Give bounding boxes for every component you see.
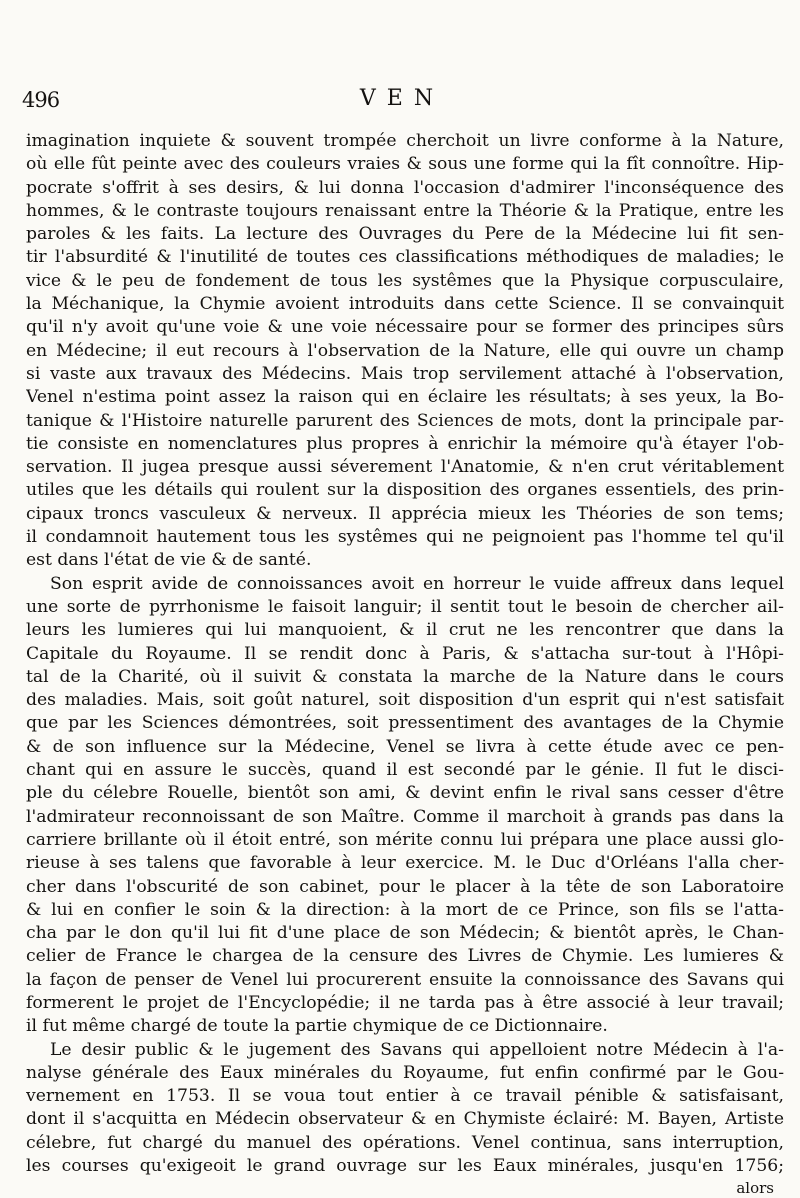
text-line: imagination inquiete & souvent trompée cherchoit un livre conforme à la Nature, (26, 131, 784, 151)
text-line: que par les Sciences démontrées, soit pressentiment des avantages de la Chymie (26, 713, 784, 734)
text-line: paroles & les faits. La lecture des Ouvrages du Pere de la Médecine lui fit sen- (26, 224, 784, 245)
text-line: une sorte de pyrrhonisme le faisoit languir; il sentit tout le besoin de chercher ail- (26, 596, 784, 617)
text-line: qu'il n'y avoit qu'une voie & une voie nécessaire pour se former des principes sûrs (26, 317, 784, 338)
text-line: ple du célebre Rouelle, bientôt son ami, & devint enfin le rival sans cesser d'être (26, 783, 784, 804)
text-line: rieuse à ses talens que favorable à leur exercice. M. le Duc d'Orléans l'alla cher- (26, 853, 784, 874)
text-line: cipaux troncs vasculeux & nerveux. Il apprécia mieux les Théories de son tems; (26, 503, 784, 524)
text-line: tanique & l'Histoire naturelle parurent des Sciences de mots, dont la principale par- (26, 410, 784, 431)
text-line: il condamnoit hautement tous les systêmes qui ne peignoient pas l'homme tel qu'il (26, 527, 784, 548)
text-line: celier de France le chargea de la censure des Livres de Chymie. Les lumieres & (26, 946, 784, 967)
text-line: & de son influence sur la Médecine, Venel se livra à cette étude avec ce pen- (26, 736, 784, 757)
text-line: en Médecine; il eut recours à l'observation de la Nature, elle qui ouvre un champ (26, 340, 784, 361)
text-line: dont il s'acquitta en Médecin observateur & en Chymiste éclairé: M. Bayen, Artiste (26, 1109, 784, 1130)
text-line: chant qui en assure le succès, quand il est secondé par le génie. Il fut le disci- (26, 760, 784, 781)
page-number: 496 (22, 88, 60, 112)
text-line: carriere brillante où il étoit entré, son mérite connu lui prépara une place aussi glo- (26, 829, 784, 850)
text-line: Son esprit avide de connoissances avoit en horreur le vuide affreux dans lequel (50, 573, 784, 594)
text-line: où elle fût peinte avec des couleurs vraies & sous une forme qui la fît connoître. Hip- (26, 154, 784, 175)
text-line: des maladies. Mais, soit goût naturel, soit disposition d'un esprit qui n'est satisfait (26, 690, 784, 711)
text-line: leurs les lumieres qui lui manquoient, & il crut ne les rencontrer que dans la (26, 620, 784, 641)
text-line: servation. Il jugea presque aussi séverement l'Anatomie, & n'en crut véritablement (26, 457, 784, 478)
page-header (22, 86, 782, 116)
catchword: alors (736, 1179, 774, 1198)
text-line: si vaste aux travaux des Médecins. Mais trop servilement attaché à l'observation, (26, 363, 784, 384)
text-line: vernement en 1753. Il se voua tout entier à ce travail pénible & satisfaisant, (26, 1086, 784, 1107)
text-line: est dans l'état de vie & de santé. (26, 550, 312, 571)
text-line: vice & le peu de fondement de tous les systêmes que la Physique corpusculaire, (26, 270, 784, 291)
text-line: tie consiste en nomenclatures plus propres à enrichir la mémoire qu'à étayer l'ob- (26, 433, 784, 454)
text-line: il fut même chargé de toute la partie chymique de ce Dictionnaire. (26, 1016, 608, 1037)
text-line: Le desir public & le jugement des Savans qui appelloient notre Médecin à l'a- (50, 1039, 784, 1060)
text-line: hommes, & le contraste toujours renaissant entre la Théorie & la Pratique, entre les (26, 200, 784, 221)
text-line: célebre, fut chargé du manuel des opérations. Venel continua, sans interruption, (26, 1132, 784, 1153)
text-line: formerent le projet de l'Encyclopédie; il ne tarda pas à être associé à leur travail; (26, 992, 784, 1013)
text-line: la façon de penser de Venel lui procurerent ensuite la connoissance des Savans qui (26, 969, 784, 990)
text-line: & lui en confier le soin & la direction: à la mort de ce Prince, son fils se l'atta- (26, 899, 784, 920)
text-line: cher dans l'obscurité de son cabinet, pour le placer à la tête de son Laboratoire (26, 876, 784, 897)
text-line: Capitale du Royaume. Il se rendit donc à Paris, & s'attacha sur-tout à l'Hôpi- (26, 643, 784, 664)
text-line: la Méchanique, la Chymie avoient introduits dans cette Science. Il se convainquit (26, 294, 784, 315)
text-line: utiles que les détails qui roulent sur la disposition des organes essentiels, des prin- (26, 480, 784, 501)
text-line: cha par le don qu'il lui fit d'une place de son Médecin; & bientôt après, le Chan- (26, 923, 784, 944)
text-line: l'admirateur reconnoissant de son Maître. Comme il marchoit à grands pas dans la (26, 806, 784, 827)
running-head: VEN (359, 86, 445, 111)
text-line: nalyse générale des Eaux minérales du Royaume, fut enfin confirmé par le Gou- (26, 1062, 784, 1083)
text-line: Venel n'estima point assez la raison qui en éclaire les résultats; à ses yeux, la Bo- (26, 387, 784, 408)
text-line: pocrate s'offrit à ses desirs, & lui donna l'occasion d'admirer l'inconséquence des (26, 177, 784, 198)
text-line: tir l'absurdité & l'inutilité de toutes ces classifications méthodiques de maladies; le (26, 247, 784, 268)
body-text (26, 130, 784, 1198)
text-line: les courses qu'exigeoit le grand ouvrage sur les Eaux minérales, jusqu'en 1756; (26, 1156, 784, 1177)
text-line: tal de la Charité, où il suivit & constata la marche de la Nature dans le cours (26, 666, 784, 687)
